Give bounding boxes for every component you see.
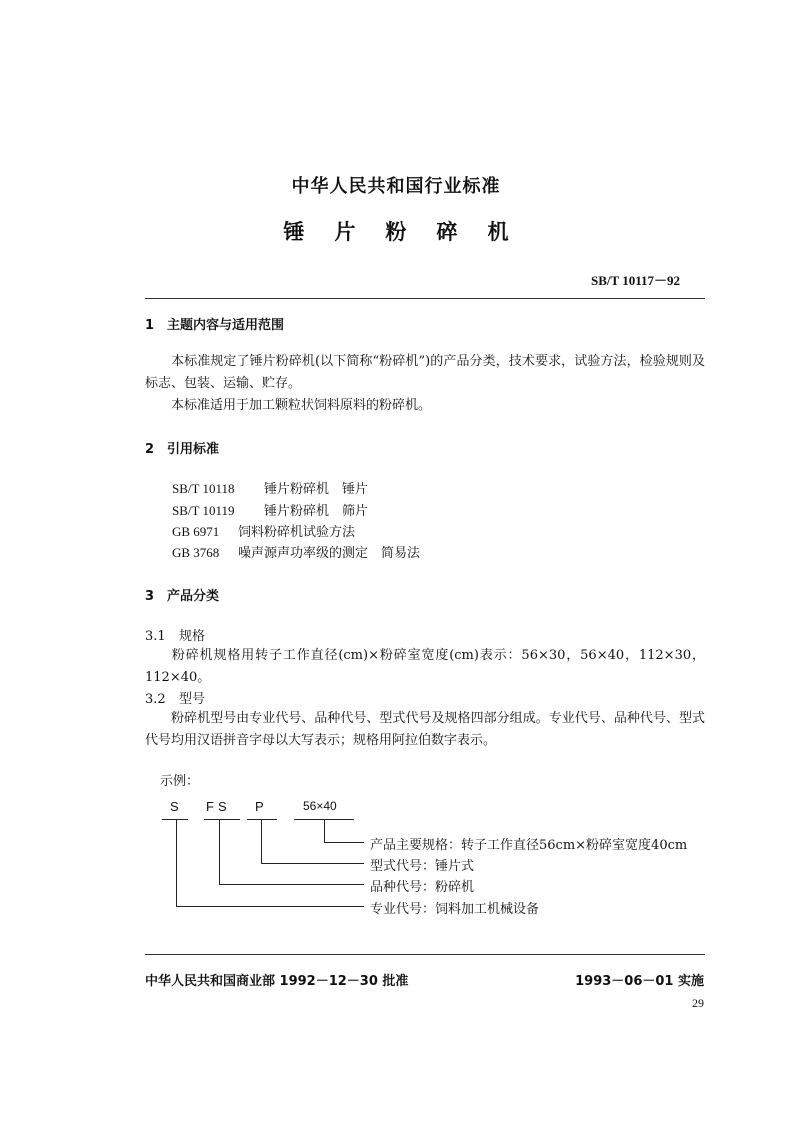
connector-type-horizontal — [261, 863, 364, 864]
page-number: 29 — [692, 996, 704, 1010]
subsection-3-1-number: 3.1 — [145, 629, 166, 644]
effective-date: 1993－06－01 实施 — [575, 974, 704, 989]
section-2-number: 2 — [145, 442, 155, 457]
reference-name: 锤片粉碎机 筛片 — [264, 504, 369, 519]
section-1-heading — [145, 314, 284, 333]
section-1-paragraph-2 — [145, 395, 705, 417]
standard-number: SB/T 10117－92 — [591, 273, 680, 288]
section-3-title: 产品分类 — [167, 589, 220, 604]
code-variety: FS — [206, 799, 231, 814]
connector-specialty-vertical — [176, 820, 177, 906]
reference-code: GB 6971 — [172, 524, 220, 539]
subsection-3-2-number: 3.2 — [145, 692, 166, 707]
example-label: 示例： — [160, 774, 200, 789]
code-specification: 56×40 — [303, 799, 337, 813]
reference-item — [172, 521, 355, 540]
section-2-heading — [145, 438, 219, 457]
code-specialty: S — [170, 799, 179, 814]
org-title: 中华人民共和国行业标准 — [291, 176, 501, 197]
connector-variety-horizontal — [219, 884, 364, 885]
section-1-paragraph-1 — [145, 351, 705, 395]
connector-specification-vertical — [324, 820, 325, 842]
subsection-3-1-text: 粉碎机规格用转子工作直径(cm)×粉碎室宽度(cm)表示：56×30，56×40，112×30，112×40。 — [145, 648, 705, 685]
subsection-3-2-text: 粉碎机型号由专业代号、品种代号、型式代号及规格四部分组成。专业代号、品种代号、型式代号均用汉语拼音字母以大写表示；规格用阿拉伯数字表示。 — [145, 711, 705, 748]
subsection-3-2-heading — [145, 688, 205, 707]
section-3-heading — [145, 585, 219, 604]
underline-variety — [204, 819, 240, 820]
reference-name: 噪声源声功率级的测定 简易法 — [238, 546, 421, 561]
approval-date: 中华人民共和国商业部 1992－12－30 批准 — [145, 974, 409, 989]
code-type: P — [255, 799, 264, 814]
explanation-specialty: 专业代号：饲料加工机械设备 — [370, 902, 540, 917]
reference-code: GB 3768 — [172, 545, 220, 560]
reference-code: SB/T 10118 — [172, 481, 235, 496]
reference-name: 锤片粉碎机 锤片 — [264, 482, 369, 497]
subsection-3-2-paragraph — [145, 708, 705, 752]
explanation-variety: 品种代号：粉碎机 — [370, 880, 475, 895]
connector-variety-vertical — [219, 820, 220, 884]
reference-name: 饲料粉碎机试验方法 — [238, 525, 356, 540]
footer-divider — [145, 954, 705, 955]
subsection-3-1-title: 规格 — [179, 629, 206, 644]
subsection-3-2-title: 型号 — [179, 692, 206, 707]
section-1-text-1: 本标准规定了锤片粉碎机(以下简称“粉碎机”)的产品分类，技术要求，试验方法，检验规则及标志、包装、运输、贮存。 — [145, 354, 705, 391]
underline-specialty — [162, 819, 188, 820]
underline-type — [247, 819, 277, 820]
section-1-number: 1 — [145, 318, 155, 333]
subsection-3-1-paragraph — [145, 645, 705, 689]
explanation-specification: 产品主要规格：转子工作直径56cm×粉碎室宽度40cm — [370, 838, 688, 853]
connector-type-vertical — [261, 820, 262, 863]
reference-code: SB/T 10119 — [172, 503, 235, 518]
section-1-text-2: 本标准适用于加工颗粒状饲料原料的粉碎机。 — [171, 398, 432, 413]
header-divider — [145, 298, 705, 299]
subsection-3-1-heading — [145, 625, 205, 644]
section-1-title: 主题内容与适用范围 — [167, 318, 285, 333]
explanation-type: 型式代号：锤片式 — [370, 859, 475, 874]
section-2-title: 引用标准 — [167, 442, 220, 457]
reference-item — [172, 478, 368, 497]
reference-item — [172, 500, 368, 519]
reference-item — [172, 542, 420, 561]
connector-specification-horizontal — [324, 842, 364, 843]
document-title: 锤片粉碎机 — [283, 220, 539, 244]
connector-specialty-horizontal — [176, 906, 364, 907]
section-3-number: 3 — [145, 589, 155, 604]
